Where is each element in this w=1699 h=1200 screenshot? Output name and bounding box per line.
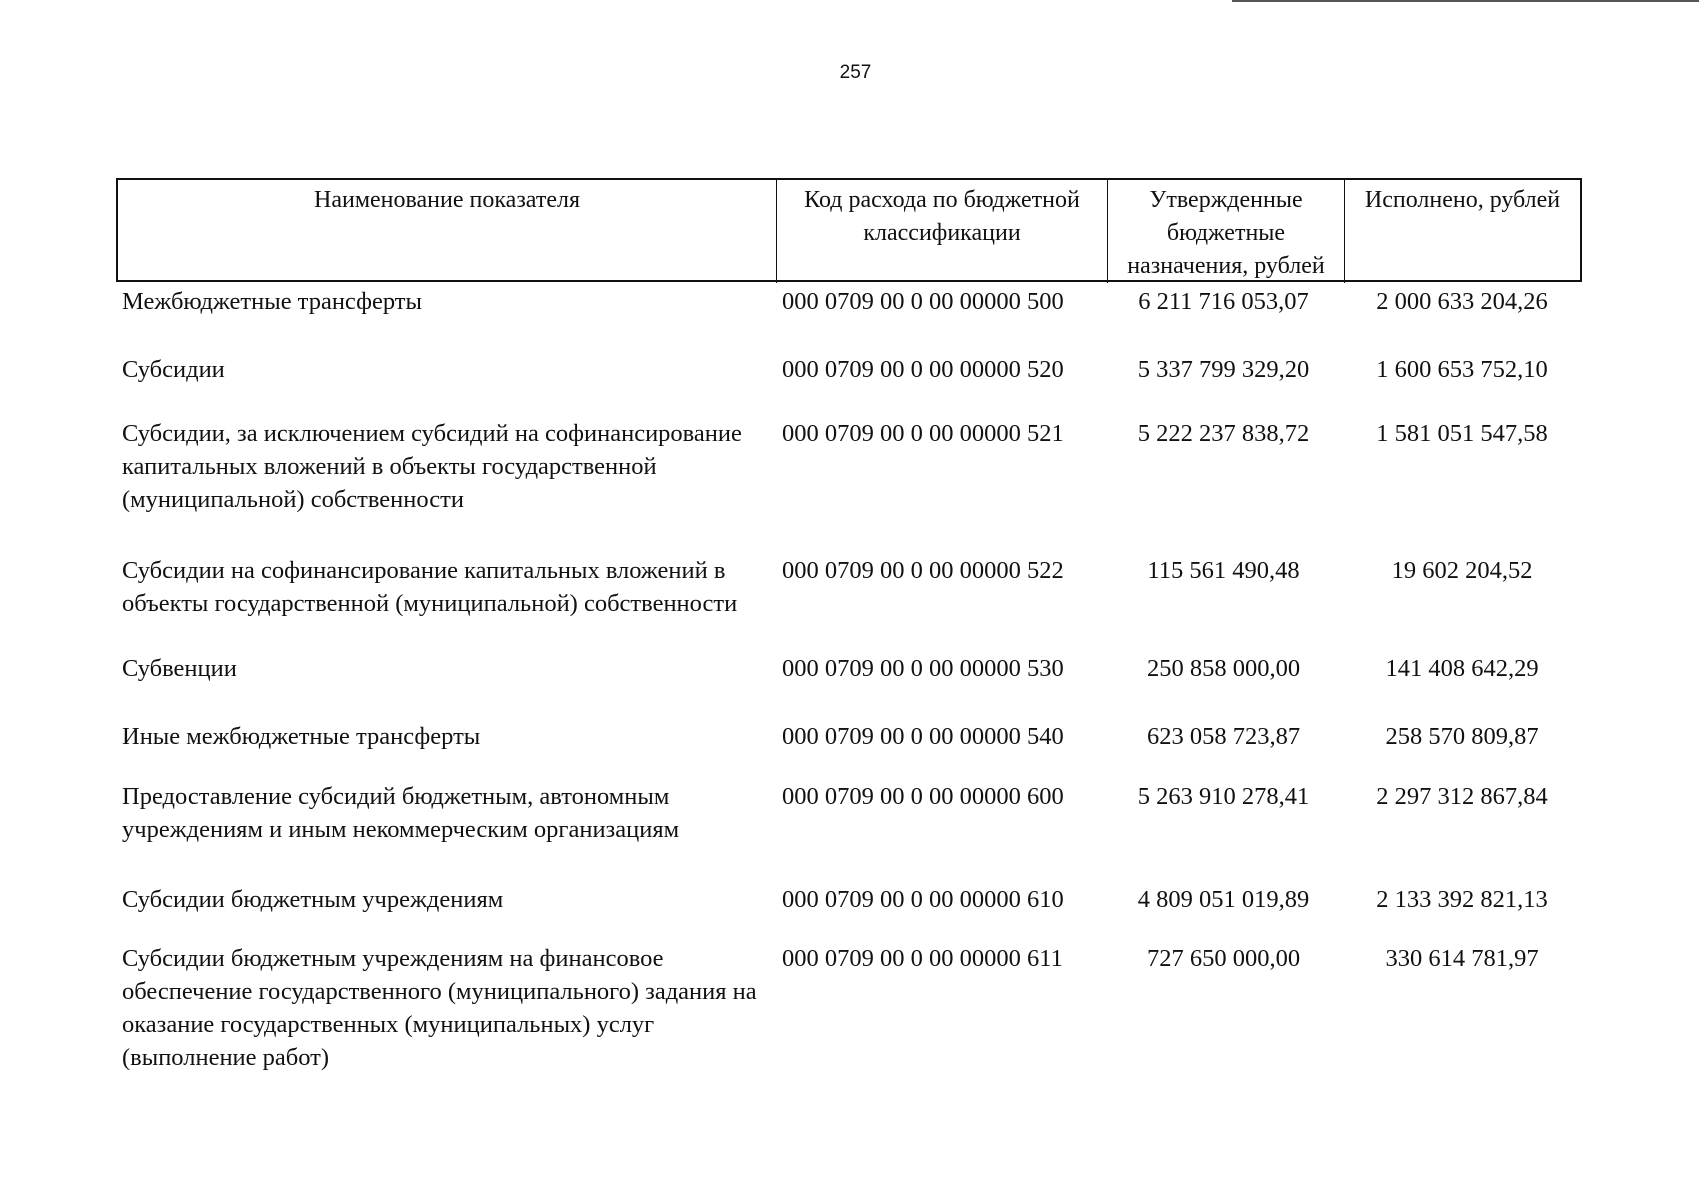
header-code: Код расхода по бюджетной классификации bbox=[776, 180, 1107, 283]
row-code: 000 0709 00 0 00 00000 521 bbox=[782, 420, 1064, 447]
row-code: 000 0709 00 0 00 00000 610 bbox=[782, 886, 1064, 913]
row-code: 000 0709 00 0 00 00000 540 bbox=[782, 723, 1064, 750]
header-name: Наименование показателя bbox=[314, 187, 580, 213]
row-executed: 2 000 633 204,26 bbox=[1376, 288, 1548, 315]
row-approved: 6 211 716 053,07 bbox=[1138, 288, 1309, 315]
row-approved: 623 058 723,87 bbox=[1146, 723, 1301, 750]
row-approved: 5 222 237 838,72 bbox=[1137, 420, 1310, 447]
row-approved: 250 858 000,00 bbox=[1146, 655, 1301, 682]
row-name: Субвенции bbox=[122, 655, 237, 682]
row-executed: 141 408 642,29 bbox=[1385, 655, 1539, 682]
row-name: Межбюджетные трансферты bbox=[122, 288, 422, 315]
row-executed: 1 600 653 752,10 bbox=[1376, 356, 1548, 383]
row-approved: 5 263 910 278,41 bbox=[1137, 783, 1310, 810]
row-name: Предоставление субсидий бюджетным, автономным учреждениям и иным некоммерческим организациям bbox=[122, 783, 680, 843]
row-code: 000 0709 00 0 00 00000 600 bbox=[782, 783, 1064, 810]
header-approved: Утвержденные бюджетные назначения, рублей bbox=[1107, 180, 1344, 283]
header-executed: Исполнено, рублей bbox=[1344, 180, 1580, 283]
row-executed: 2 133 392 821,13 bbox=[1376, 886, 1548, 913]
row-code: 000 0709 00 0 00 00000 520 bbox=[782, 356, 1064, 383]
row-executed: 19 602 204,52 bbox=[1391, 557, 1533, 584]
row-executed: 1 581 051 547,58 bbox=[1376, 420, 1548, 447]
row-name: Субсидии bbox=[122, 356, 225, 383]
row-name: Субсидии на софинансирование капитальных вложений в объекты государственной (муниципальной) собственности bbox=[122, 557, 738, 617]
row-executed: 330 614 781,97 bbox=[1385, 945, 1539, 972]
row-name: Субсидии бюджетным учреждениям bbox=[122, 886, 504, 913]
row-approved: 727 650 000,00 bbox=[1146, 945, 1301, 972]
row-executed: 258 570 809,87 bbox=[1385, 723, 1539, 750]
row-code: 000 0709 00 0 00 00000 522 bbox=[782, 557, 1064, 584]
row-approved: 5 337 799 329,20 bbox=[1137, 356, 1310, 383]
row-code: 000 0709 00 0 00 00000 530 bbox=[782, 655, 1064, 682]
scan-edge-line bbox=[1232, 0, 1699, 2]
page-number: 257 bbox=[839, 62, 872, 83]
row-name: Субсидии бюджетным учреждениям на финансовое обеспечение государственного (муниципального) задания на оказание государственных (муниципальных) услуг (выполнение работ) bbox=[122, 945, 757, 1071]
row-name: Субсидии, за исключением субсидий на софинансирование капитальных вложений в объекты государственной (муниципальной) собственности bbox=[122, 420, 742, 513]
row-executed: 2 297 312 867,84 bbox=[1376, 783, 1548, 810]
table-header bbox=[116, 178, 1582, 282]
row-code: 000 0709 00 0 00 00000 500 bbox=[782, 288, 1064, 315]
row-approved: 4 809 051 019,89 bbox=[1137, 886, 1310, 913]
row-name: Иные межбюджетные трансферты bbox=[122, 723, 481, 750]
row-code: 000 0709 00 0 00 00000 611 bbox=[782, 945, 1063, 972]
row-approved: 115 561 490,48 bbox=[1147, 557, 1300, 584]
